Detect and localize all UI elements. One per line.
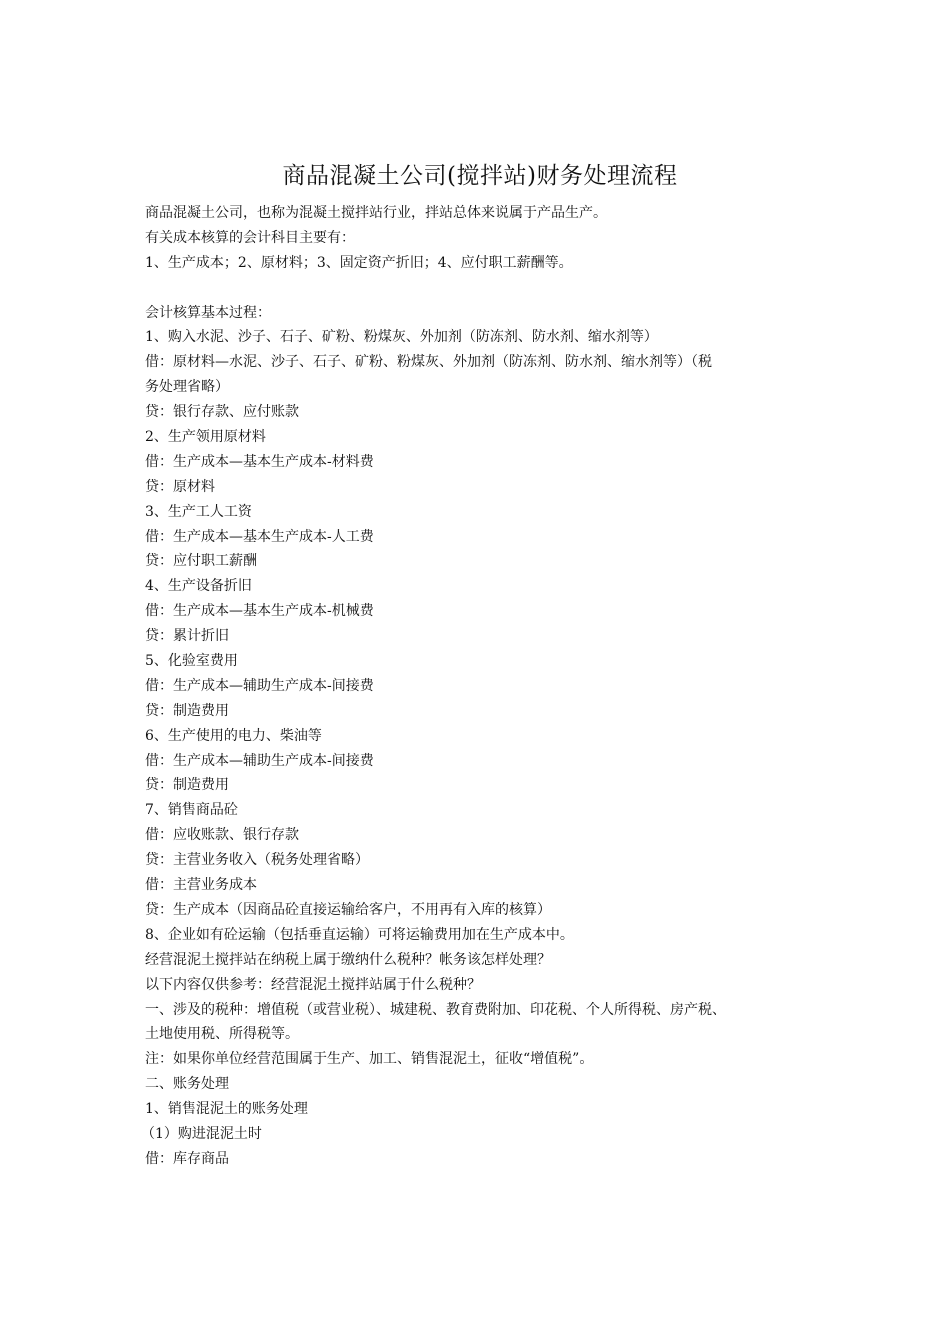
text-line: 注：如果你单位经营范围属于生产、加工、销售混泥土，征收“增值税”。 <box>145 1051 594 1068</box>
text-line: 4、生产设备折旧 <box>145 578 252 595</box>
text-line: 二、账务处理 <box>145 1076 229 1093</box>
text-line: 5、化验室费用 <box>145 653 238 670</box>
text-line: 借：应收账款、银行存款 <box>145 827 299 844</box>
text-line: 商品混凝土公司，也称为混凝土搅拌站行业，拌站总体来说属于产品生产。 <box>145 205 607 221</box>
text-line: 1、购入水泥、沙子、石子、矿粉、粉煤灰、外加剂（防冻剂、防水剂、缩水剂等） <box>145 329 658 346</box>
text-line: 借：生产成本—辅助生产成本-间接费 <box>145 677 374 694</box>
text-line: 借：库存商品 <box>145 1150 229 1167</box>
text-line: 1、生产成本；2、原材料；3、固定资产折旧；4、应付职工薪酬等。 <box>145 254 573 271</box>
text-line: 有关成本核算的会计科目主要有： <box>145 229 355 246</box>
text-line: 经营混泥土搅拌站在纳税上属于缴纳什么税种？帐务该怎样处理？ <box>145 951 551 968</box>
text-line: 会计核算基本过程： <box>145 304 271 321</box>
text-line: 2、生产领用原材料 <box>145 429 266 446</box>
document-title: 商品混凝土公司(搅拌站)财务处理流程 <box>282 163 678 189</box>
text-line: 一、涉及的税种：增值税（或营业税）、城建税、教育费附加、印花税、个人所得税、房产税、 <box>145 1001 726 1018</box>
text-line: 1、销售混泥土的账务处理 <box>145 1101 308 1118</box>
text-line: 贷：应付职工薪酬 <box>145 553 257 570</box>
text-line: 贷：生产成本（因商品砼直接运输给客户，不用再有入库的核算） <box>145 901 551 918</box>
text-line: 借：生产成本—基本生产成本-材料费 <box>145 453 374 470</box>
document-body <box>141 201 825 1172</box>
text-line: 贷：原材料 <box>145 478 215 495</box>
text-line: 贷：累计折旧 <box>145 628 229 645</box>
text-line: 借：原材料—水泥、沙子、石子、矿粉、粉煤灰、外加剂（防冻剂、防水剂、缩水剂等）（税 <box>145 354 712 371</box>
text-line: 借：生产成本—基本生产成本-机械费 <box>145 603 374 620</box>
blank-line <box>145 276 825 301</box>
text-line: 借：生产成本—基本生产成本-人工费 <box>145 528 374 545</box>
text-line: 贷：主营业务收入（税务处理省略） <box>145 852 369 869</box>
text-line: 贷：银行存款、应付账款 <box>145 404 299 421</box>
text-line: 借：生产成本—辅助生产成本-间接费 <box>145 752 374 769</box>
text-line: 借：主营业务成本 <box>145 877 257 894</box>
text-line: 贷：制造费用 <box>145 777 229 794</box>
text-line: 以下内容仅供参考：经营混泥土搅拌站属于什么税种？ <box>145 976 481 993</box>
text-line: （1）购进混泥土时 <box>141 1125 262 1142</box>
text-line: 贷：制造费用 <box>145 702 229 719</box>
text-line: 3、生产工人工资 <box>145 503 252 520</box>
text-line: 6、生产使用的电力、柴油等 <box>145 727 322 744</box>
text-line: 务处理省略） <box>145 379 229 396</box>
text-line: 土地使用税、所得税等。 <box>145 1026 299 1043</box>
text-line: 7、销售商品砼 <box>145 802 238 819</box>
text-line: 8、企业如有砼运输（包括垂直运输）可将运输费用加在生产成本中。 <box>145 926 574 943</box>
